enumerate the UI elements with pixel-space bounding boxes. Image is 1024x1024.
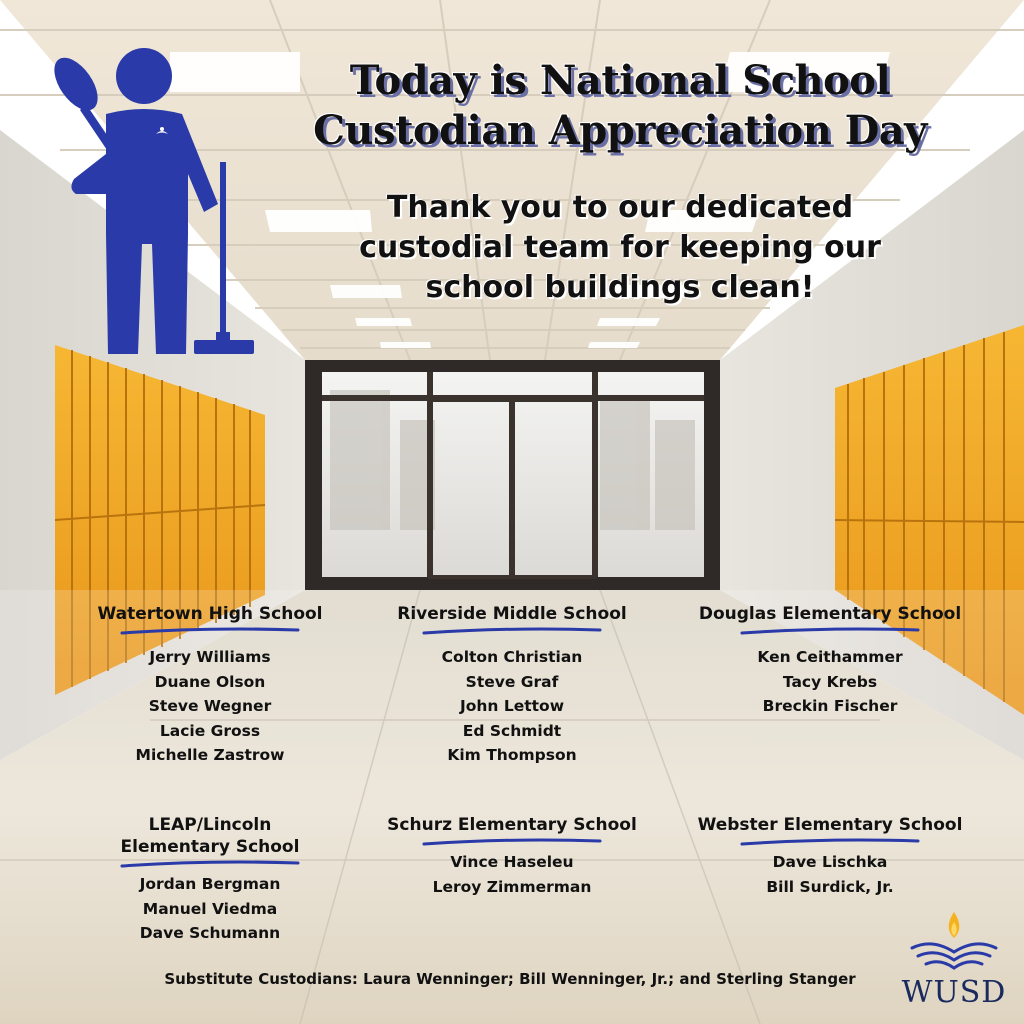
staff-name: Michelle Zastrow xyxy=(135,746,285,764)
school-name: Watertown High School xyxy=(97,604,323,624)
school-name: Douglas Elementary School xyxy=(698,604,962,624)
staff-list xyxy=(362,850,662,899)
page-title xyxy=(250,56,990,156)
school-name: Riverside Middle School xyxy=(397,604,627,624)
school-webster xyxy=(680,814,980,899)
staff-name: Breckin Fischer xyxy=(762,697,898,715)
staff-name: Ed Schmidt xyxy=(462,721,562,740)
custodian-with-duster-and-mop-icon xyxy=(48,44,268,364)
school-name: Schurz Elementary School xyxy=(387,815,637,835)
school-name-line-2: Elementary School xyxy=(120,837,300,857)
staff-name: Manuel Viedma xyxy=(142,899,278,918)
staff-name: John Lettow xyxy=(459,697,565,715)
staff-list xyxy=(680,645,980,719)
substitute-custodians: Substitute Custodians: Laura Wenninger; Bill Wenninger, Jr.; and Sterling Stanger xyxy=(164,970,856,988)
staff-list xyxy=(362,645,662,768)
staff-list xyxy=(60,872,360,946)
school-name-line-1: LEAP/Lincoln xyxy=(148,815,272,835)
school-underline xyxy=(422,838,602,846)
school-underline xyxy=(120,627,300,635)
staff-name: Ken Ceithammer xyxy=(757,648,903,666)
staff-name: Steve Graf xyxy=(465,672,559,691)
title-line-1: Today is National School xyxy=(349,57,891,104)
thank-you-message xyxy=(290,188,950,308)
school-underline xyxy=(422,627,602,635)
staff-name: Colton Christian xyxy=(441,648,583,666)
school-riverside xyxy=(362,603,662,768)
staff-list xyxy=(60,645,360,768)
staff-name: Duane Olson xyxy=(154,672,266,691)
school-schurz xyxy=(362,814,662,899)
school-underline xyxy=(740,838,920,846)
staff-name: Vince Haseleu xyxy=(450,853,574,871)
staff-name: Tacy Krebs xyxy=(782,672,878,691)
staff-name: Kim Thompson xyxy=(447,746,577,764)
school-underline xyxy=(740,627,920,635)
staff-name: Dave Lischka xyxy=(772,853,888,871)
subtitle-line-1: Thank you to our dedicated xyxy=(386,190,854,225)
subtitle-line-3: school buildings clean! xyxy=(425,270,815,305)
staff-name: Jordan Bergman xyxy=(139,875,281,893)
staff-name: Bill Surdick, Jr. xyxy=(766,877,894,896)
title-line-2: Custodian Appreciation Day xyxy=(313,107,927,154)
school-leap-lincoln xyxy=(60,814,360,946)
school-douglas xyxy=(680,603,980,719)
staff-name: Lacie Gross xyxy=(159,721,261,740)
school-underline xyxy=(120,860,300,868)
logo-wordmark: WUSD xyxy=(901,975,1007,1010)
staff-name: Dave Schumann xyxy=(139,924,281,942)
staff-name: Steve Wegner xyxy=(148,697,272,715)
subtitle-line-2: custodial team for keeping our xyxy=(359,230,881,265)
staff-list xyxy=(680,850,980,899)
staff-name: Jerry Williams xyxy=(149,648,271,666)
staff-name: Leroy Zimmerman xyxy=(432,877,592,896)
school-watertown xyxy=(60,603,360,768)
school-name: Webster Elementary School xyxy=(697,815,963,835)
